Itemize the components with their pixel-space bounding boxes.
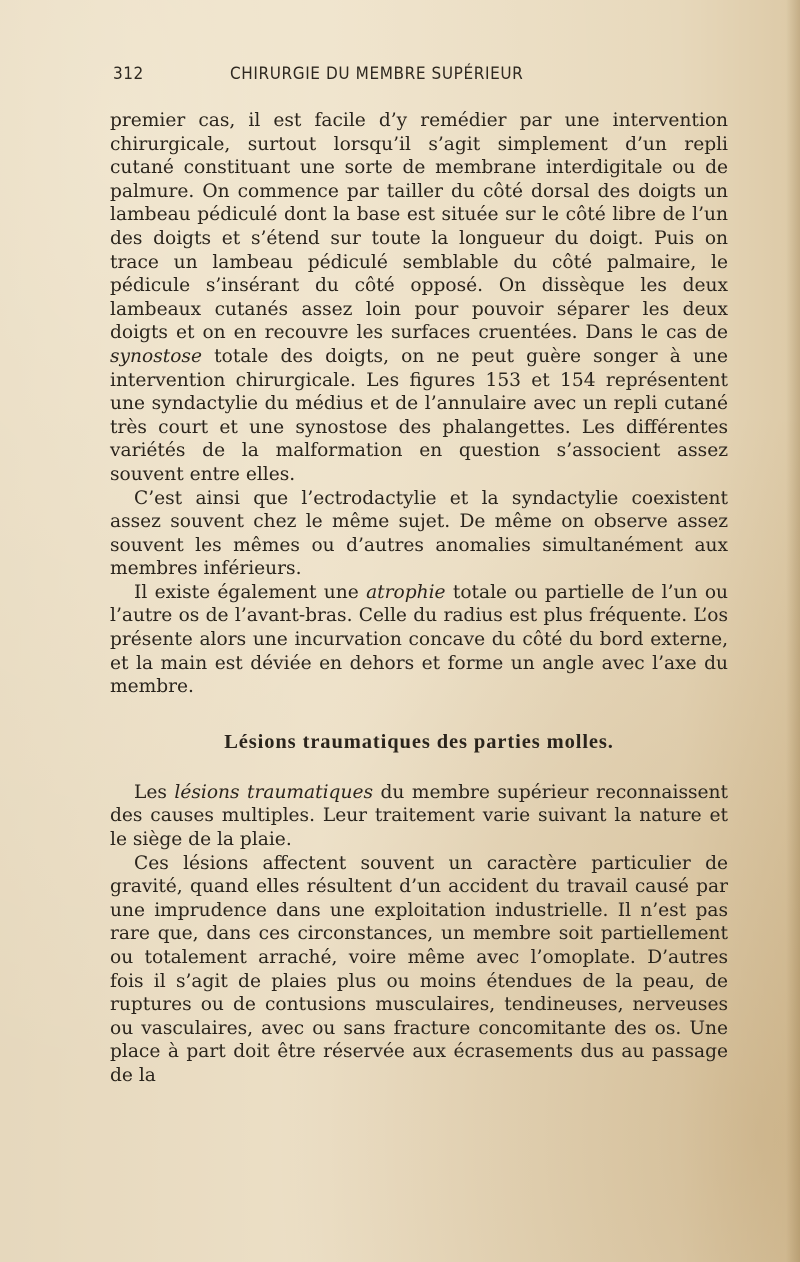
italic-term: lésions traumatiques bbox=[174, 781, 373, 803]
page-edge-shadow bbox=[786, 0, 800, 1262]
paragraph: C’est ainsi que l’ectrodactylie et la syndactylie coexistent assez souvent chez le même sujet. De même on observe assez souvent les mêmes ou d’autres anomalies simultanément aux membres inférieurs. bbox=[110, 487, 728, 580]
paragraph: Ces lésions affectent souvent un caractère particulier de gravité, quand elles résultent d’un accident du travail causé par une imprudence dans une exploitation industrielle. Il n’est pas rare que, dans ces circonstances, un membre soit partiellement ou totalement arraché, voire même avec l’omoplate. D’autres fois il s’agit de plaies plus ou moins étendues de la peau, de ruptures ou de contusions musculaires, tendineuses, nerveuses ou vasculaires, avec ou sans fracture concomitante des os. Une place à part doit être réservée aux écrasements dus au passage de la bbox=[110, 852, 728, 1086]
italic-term: synostose bbox=[110, 345, 202, 367]
section-heading: Lésions traumatiques des parties molles. bbox=[224, 730, 614, 753]
paragraph: premier cas, il est facile d’y remédier par une intervention chirurgicale, surtout lorsqu’il s’agit simplement d’un repli cutané constituant une sorte de membrane interdigitale ou de palmure. On commence par tailler du côté dorsal des doigts un lambeau pédiculé dont la base est située sur le côté libre de l’un des doigts et s’étend sur toute la longueur du doigt. Puis on trace un lambeau pédiculé semblable du côté palmaire, le pédicule s’insérant du côté opposé. On dissèque les deux lambeaux cutanés assez loin pour pouvoir séparer les deux doigts et on en recouvre les surfaces cruentées. Dans le cas de synostose totale des doigts, on ne peut guère songer à une intervention chirurgicale. Les figures 153 et 154 représentent une syndactylie du médius et de l’annulaire avec un repli cutané très court et une synostose des phalangettes. Les différentes variétés de la malformation en question s’associent assez souvent entre elles. bbox=[110, 110, 728, 485]
italic-term: atrophie bbox=[366, 581, 446, 603]
page-number: 312 bbox=[113, 64, 144, 84]
body-text bbox=[110, 109, 728, 1088]
running-title: CHIRURGIE DU MEMBRE SUPÉRIEUR bbox=[230, 64, 524, 84]
page-header bbox=[113, 64, 727, 88]
paragraph: Il existe également une atrophie totale ou partielle de l’un ou l’autre os de l’avant-bras. Celle du radius est plus fréquente. L’os présente alors une incurvation concave du côté du bord externe, et la main est déviée en dehors et forme un angle avec l’axe du membre. bbox=[110, 581, 728, 698]
paragraph: Les lésions traumatiques du membre supérieur reconnaissent des causes multiples. Leur traitement varie suivant la nature et le siège de la plaie. bbox=[110, 781, 728, 851]
